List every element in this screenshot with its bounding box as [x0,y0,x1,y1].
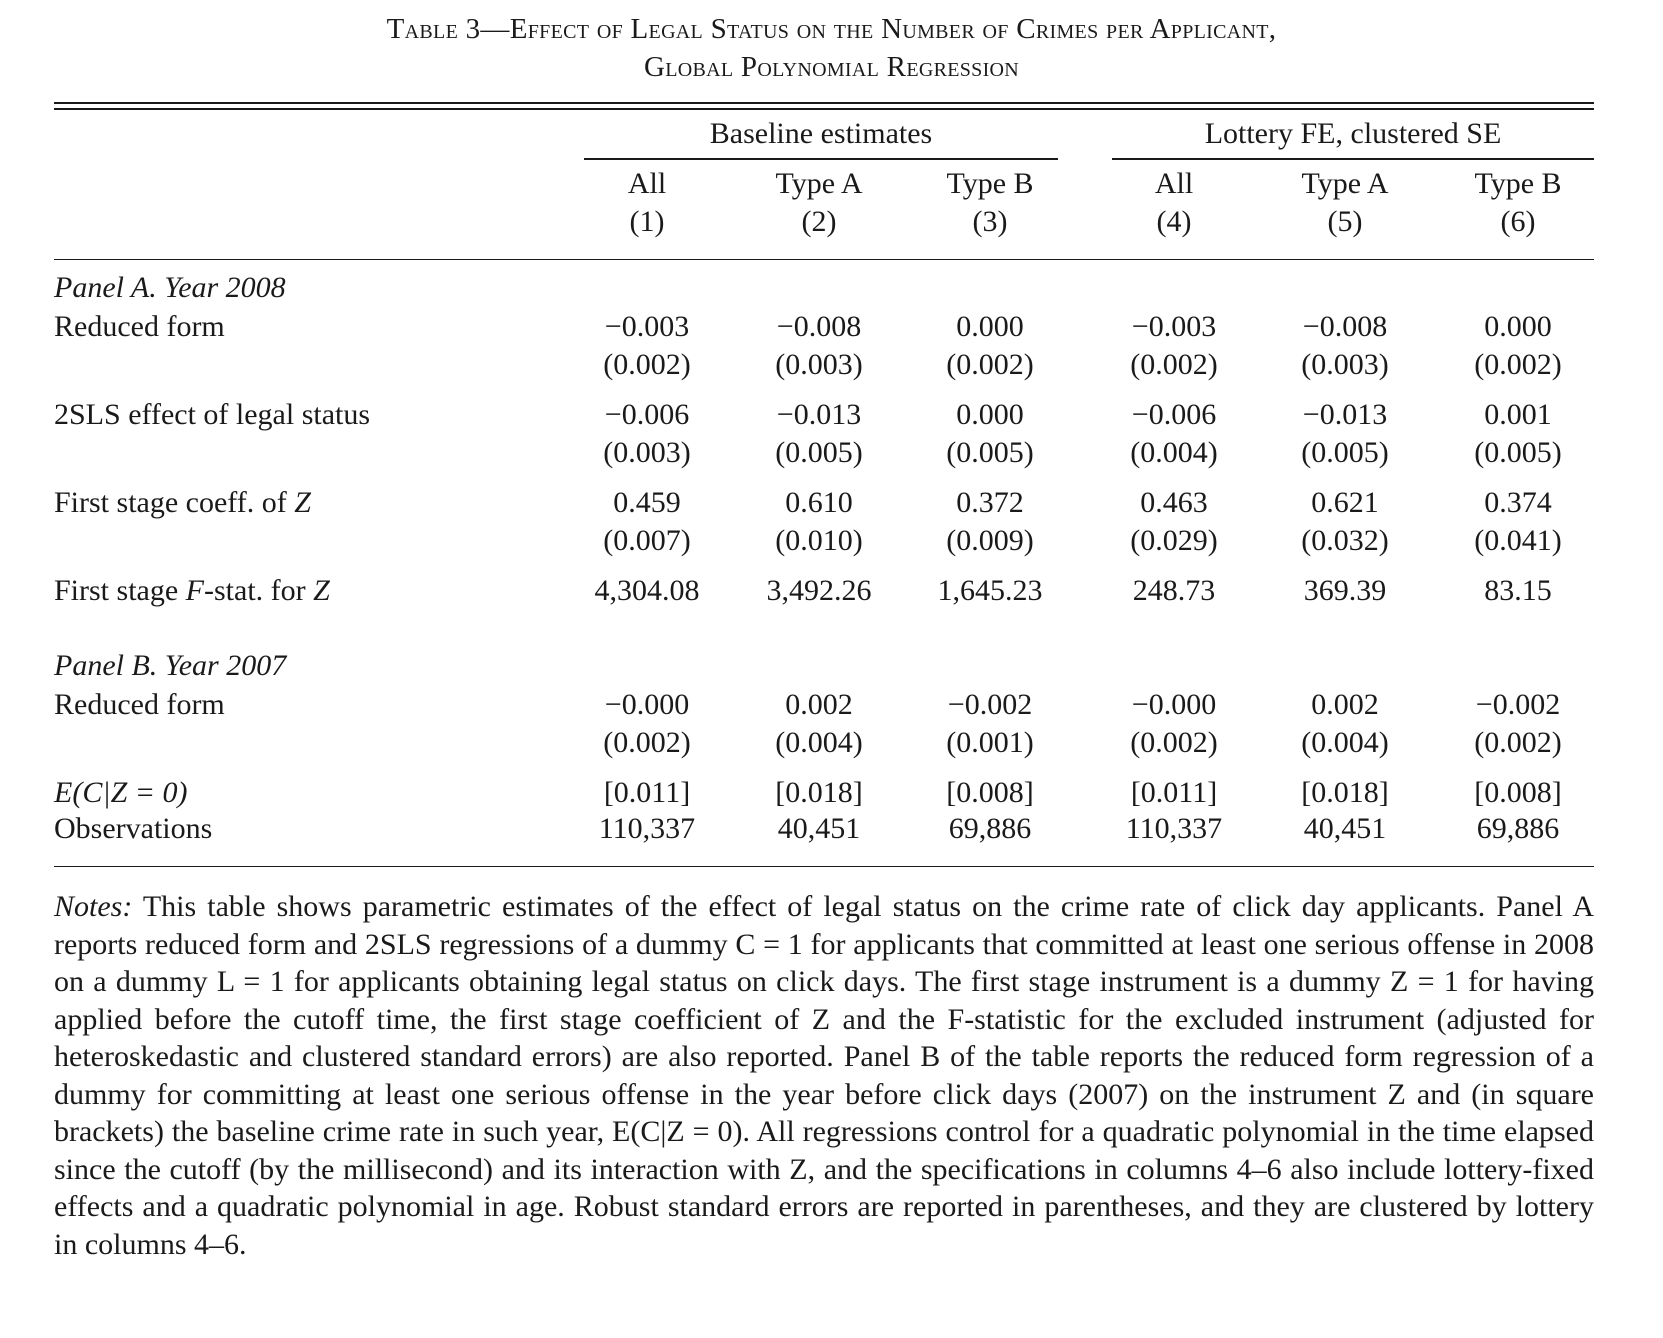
cell-observations: 110,337 [1125,812,1223,845]
cell-reduced-form-a-se: (0.003) [775,348,863,381]
column-header-name: All [627,167,667,200]
group-header-baseline: Baseline estimates [709,117,933,150]
cell-reduced-form-b-coef: −0.000 [604,688,690,721]
row-label-2sls: 2SLS effect of legal status [54,398,371,431]
cell-first-stage-coef: 0.621 [1311,486,1379,519]
cell-reduced-form-a-coef: −0.003 [604,310,690,343]
cell-first-stage-fstat: 4,304.08 [594,574,700,607]
cell-reduced-form-a-se: (0.002) [1474,348,1562,381]
cell-reduced-form-b-se: (0.002) [603,726,691,759]
cell-baseline-rate: [0.018] [1301,776,1389,809]
cell-reduced-form-a-coef: 0.000 [1484,310,1552,343]
cell-reduced-form-b-coef: −0.002 [1475,688,1561,721]
cell-2sls-se: (0.005) [775,436,863,469]
cell-first-stage-coef: 0.610 [785,486,853,519]
cell-reduced-form-a-coef: 0.000 [956,310,1024,343]
column-header-name: All [1154,167,1194,200]
group-rule-lottery [1112,158,1594,160]
cell-reduced-form-b-se: (0.004) [775,726,863,759]
cell-reduced-form-a-se: (0.002) [946,348,1034,381]
cell-baseline-rate: [0.011] [603,776,691,809]
cell-first-stage-fstat: 1,645.23 [937,574,1043,607]
group-header-lottery: Lottery FE, clustered SE [1204,117,1502,150]
cell-first-stage-se: (0.007) [603,524,691,557]
cell-reduced-form-b-se: (0.002) [1130,726,1218,759]
cell-2sls-se: (0.004) [1130,436,1218,469]
cell-baseline-rate: [0.008] [1474,776,1562,809]
cell-observations: 69,886 [948,812,1032,845]
cell-first-stage-fstat: 369.39 [1303,574,1387,607]
header-rule [54,259,1594,260]
row-label-reduced-form-a: Reduced form [54,310,225,343]
notes-label: Notes: [54,890,133,923]
cell-2sls-coef: 0.000 [956,398,1024,431]
column-header-number: (2) [801,205,837,238]
cell-first-stage-se: (0.041) [1474,524,1562,557]
cell-first-stage-fstat: 248.73 [1132,574,1216,607]
cell-observations: 110,337 [598,812,696,845]
cell-baseline-rate: [0.018] [775,776,863,809]
column-header-name: Type B [946,167,1034,200]
table-title-line1: Table 3—Effect of Legal Status on the Number of Crimes per Applicant, [386,13,1277,45]
cell-reduced-form-a-se: (0.002) [1130,348,1218,381]
column-header-number: (1) [629,205,665,238]
column-header-number: (6) [1500,205,1536,238]
cell-first-stage-coef: 0.463 [1140,486,1208,519]
notes-text: This table shows parametric estimates of the effect of legal status on the crime rate of click day applicants. Panel A reports reduced form and 2SLS regressions of a dummy C = 1 for applicants that committed at least one serious offense in 2008 on a dummy L = 1 for applicants obtaining legal status on click days. The first stage instrument is a dummy Z = 1 for having applied before the cutoff time, the first stage coefficient of Z and the F-statistic for the excluded instrument (adjusted for heteroskedastic and clustered standard errors) are also reported. Panel B of the table reports the reduced form regression of a dummy for committing at least one serious offense in the year before click days (2007) on the instrument Z and (in square brackets) the baseline crime rate in such year, E(C|Z = 0). All regressions control for a quadratic polynomial in the time elapsed since the cutoff (by the millisecond) and its interaction with Z, and the specifications in columns 4–6 also include lottery-fixed effects and a quadratic polynomial in age. Robust standard errors are reported in parentheses, and they are clustered by lottery in columns 4–6. [54,890,1594,1261]
cell-first-stage-fstat: 83.15 [1484,574,1552,607]
cell-baseline-rate: [0.008] [946,776,1034,809]
cell-reduced-form-b-coef: 0.002 [785,688,853,721]
cell-reduced-form-b-se: (0.002) [1474,726,1562,759]
cell-2sls-coef: −0.006 [1131,398,1217,431]
bottom-rule [54,866,1594,867]
cell-first-stage-fstat: 3,492.26 [766,574,872,607]
cell-2sls-coef: −0.013 [776,398,862,431]
cell-2sls-coef: 0.001 [1484,398,1552,431]
cell-reduced-form-a-se: (0.003) [1301,348,1389,381]
top-rule-1 [54,102,1594,104]
panel-a-heading: Panel A. Year 2008 [54,271,286,304]
column-header-name: Type A [1301,167,1389,200]
column-header-name: Type B [1474,167,1562,200]
column-header-number: (5) [1327,205,1363,238]
column-header-name: Type A [775,167,863,200]
top-rule-2 [54,108,1594,110]
cell-observations: 40,451 [777,812,861,845]
cell-reduced-form-b-coef: −0.002 [947,688,1033,721]
cell-reduced-form-a-coef: −0.008 [1302,310,1388,343]
row-label-observations: Observations [54,812,213,845]
cell-reduced-form-a-coef: −0.008 [776,310,862,343]
cell-2sls-se: (0.005) [1301,436,1389,469]
cell-reduced-form-a-coef: −0.003 [1131,310,1217,343]
cell-observations: 40,451 [1303,812,1387,845]
row-label-reduced-form-b: Reduced form [54,688,225,721]
row-label-first-stage-coeff: First stage coeff. of Z [54,486,311,519]
cell-2sls-se: (0.005) [1474,436,1562,469]
cell-2sls-coef: −0.006 [604,398,690,431]
cell-reduced-form-b-coef: 0.002 [1311,688,1379,721]
cell-first-stage-se: (0.032) [1301,524,1389,557]
cell-first-stage-se: (0.029) [1130,524,1218,557]
table-notes [54,888,1594,1263]
cell-reduced-form-a-se: (0.002) [603,348,691,381]
cell-reduced-form-b-se: (0.004) [1301,726,1389,759]
cell-2sls-se: (0.005) [946,436,1034,469]
cell-first-stage-se: (0.009) [946,524,1034,557]
table-title-line2: Global Polynomial Regression [643,51,1020,83]
column-header-number: (4) [1156,205,1192,238]
column-header-number: (3) [972,205,1008,238]
cell-2sls-coef: −0.013 [1302,398,1388,431]
cell-observations: 69,886 [1476,812,1560,845]
cell-first-stage-coef: 0.372 [956,486,1024,519]
cell-baseline-rate: [0.011] [1130,776,1218,809]
cell-first-stage-coef: 0.459 [613,486,681,519]
row-label-baseline-rate: E(C|Z = 0) [54,776,188,809]
cell-reduced-form-b-coef: −0.000 [1131,688,1217,721]
cell-2sls-se: (0.003) [603,436,691,469]
cell-first-stage-se: (0.010) [775,524,863,557]
cell-reduced-form-b-se: (0.001) [946,726,1034,759]
cell-first-stage-coef: 0.374 [1484,486,1552,519]
row-label-first-stage-fstat: First stage F-stat. for Z [54,574,330,607]
group-rule-baseline [584,158,1058,160]
panel-b-heading: Panel B. Year 2007 [54,649,287,682]
